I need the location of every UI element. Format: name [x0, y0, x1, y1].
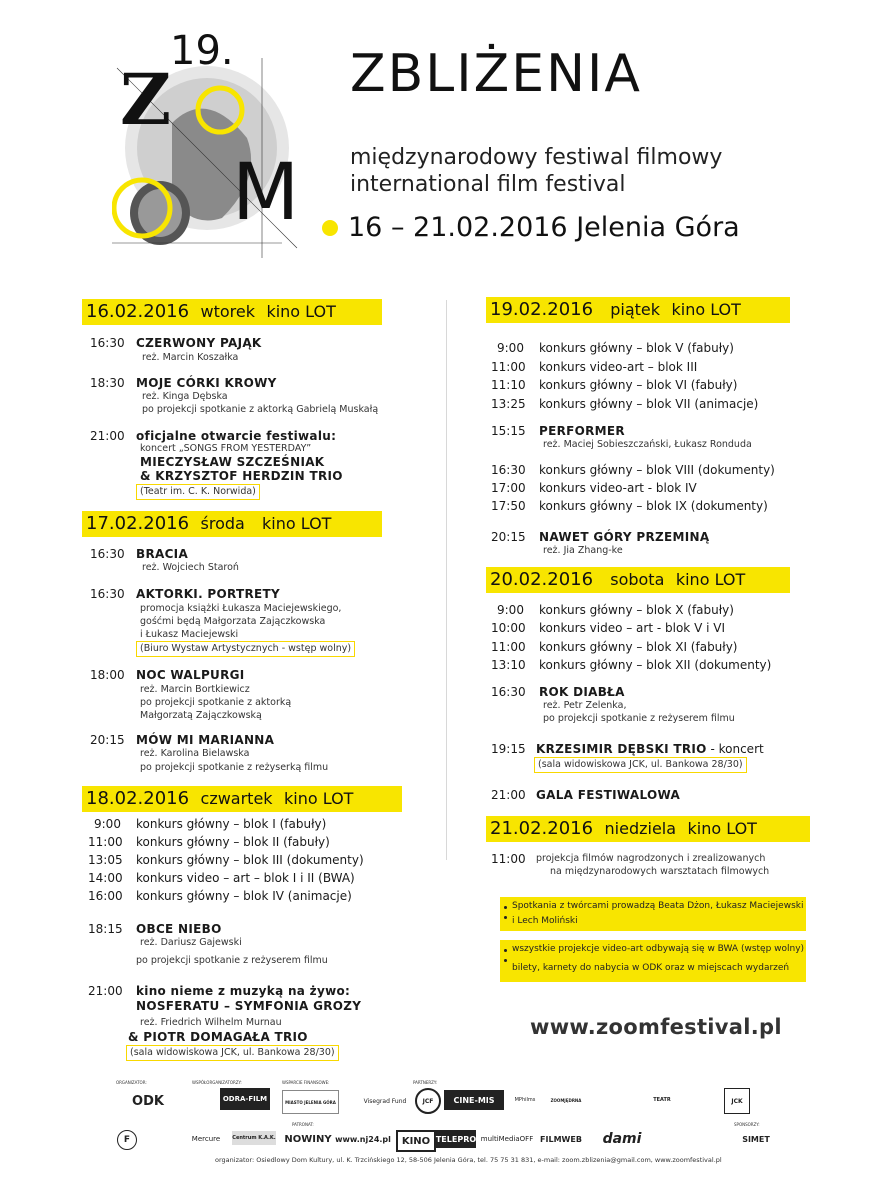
theatre-logo: TEATR — [653, 1097, 671, 1103]
multimediaoff-logo: multiMediaOFF — [480, 1135, 534, 1143]
event-time: 21:00 — [88, 984, 123, 998]
mercure-logo: Mercure — [191, 1135, 221, 1143]
visegrad-fund-logo: Visegrad Fund — [363, 1097, 407, 1105]
telepro-logo: TELEPRO — [436, 1130, 476, 1148]
item-name: konkurs główny – blok I (fabuły) — [136, 817, 327, 831]
item-name: konkurs główny – blok V (fabuły) — [539, 341, 734, 355]
event-title: ROK DIABŁA — [539, 685, 625, 699]
event-time: 16:30 — [90, 336, 125, 350]
day-date: 16.02.2016 — [86, 301, 190, 322]
column-divider — [446, 300, 447, 860]
event-title: MÓW MI MARIANNA — [136, 733, 275, 747]
zoom-logo: ZOOMJĘDRNA — [550, 1097, 582, 1103]
item-time: 13:10 — [491, 658, 526, 672]
event-director: reż. Karolina Bielawska — [140, 748, 250, 759]
item-name: konkurs video – art - blok V i VI — [539, 621, 725, 635]
sponsor-label: SPONSORZY: — [734, 1122, 760, 1127]
event-note: po projekcji spotkanie z aktorką Gabrielą Muskałą — [142, 404, 379, 415]
item-name: konkurs główny – blok XI (fabuły) — [539, 640, 738, 654]
day-header-16 — [82, 299, 382, 325]
nj24-logo: www.nj24.pl — [335, 1134, 391, 1144]
event-note: projekcja filmów nagrodzonych i zrealizowanych — [536, 853, 766, 864]
event-time: 20:15 — [90, 733, 125, 747]
event-director: reż. Marcin Koszałka — [142, 352, 239, 363]
note-box-info — [500, 940, 806, 982]
day-venue: kino LOT — [266, 302, 336, 321]
item-time: 13:05 — [88, 853, 123, 867]
day-date: 18.02.2016 — [86, 788, 190, 809]
sponsor-label: PATRONAT: — [292, 1122, 314, 1127]
day-venue: kino LOT — [687, 819, 757, 838]
item-time: 11:10 — [491, 378, 526, 392]
item-name: konkurs główny – blok IX (dokumenty) — [539, 499, 768, 513]
event-title: GALA FESTIWALOWA — [536, 788, 681, 802]
item-name: konkurs główny – blok VI (fabuły) — [539, 378, 738, 392]
event-note: po projekcji spotkanie z reżyserem filmu — [136, 955, 328, 966]
event-time: 18:15 — [88, 922, 123, 936]
odra-film-logo: ODRA-FILM — [220, 1088, 270, 1110]
item-time: 16:00 — [88, 889, 123, 903]
filmweb-logo: FILMWEB — [540, 1134, 582, 1144]
event-note: po projekcji spotkanie z aktorką — [140, 697, 292, 708]
item-name: konkurs video-art - blok IV — [539, 481, 697, 495]
note-box-hosts — [500, 897, 806, 931]
day-weekday: niedziela — [604, 819, 677, 838]
event-title: NOC WALPURGI — [136, 668, 245, 682]
item-name: konkurs główny – blok X (fabuły) — [539, 603, 734, 617]
item-time: 17:00 — [491, 481, 526, 495]
day-header-21 — [486, 816, 810, 842]
website-link[interactable]: www.zoomfestival.pl — [530, 1015, 782, 1039]
event-time: 16:30 — [491, 685, 526, 699]
event-performer: & KRZYSZTOF HERDZIN TRIO — [140, 469, 343, 483]
event-director: reż. Maciej Sobieszczański, Łukasz Ronduda — [543, 439, 752, 450]
item-time: 16:30 — [491, 463, 526, 477]
note-text: i Lech Moliński — [500, 911, 806, 926]
sponsor-label: WSPÓŁORGANIZATORZY: — [192, 1080, 242, 1085]
mphilms-logo: MPhilms — [514, 1097, 536, 1103]
day-venue: kino LOT — [262, 514, 332, 533]
day-weekday: piątek — [610, 300, 661, 319]
day-date: 20.02.2016 — [490, 569, 594, 590]
logo-letter-z: Z — [120, 58, 172, 141]
subtitle-english: international film festival — [350, 172, 626, 197]
dami-logo: dami — [602, 1131, 642, 1147]
item-time: 11:00 — [88, 835, 123, 849]
event-director: reż. Dariusz Gajewski — [140, 937, 242, 948]
item-time: 11:00 — [491, 640, 526, 654]
event-note: po projekcji spotkanie z reżyserem filmu — [543, 713, 735, 724]
event-title: OBCE NIEBO — [136, 922, 222, 936]
event-title: MOJE CÓRKI KROWY — [136, 376, 277, 390]
event-title: BRACIA — [136, 547, 189, 561]
item-time: 14:00 — [88, 871, 123, 885]
item-name: konkurs video – art – blok I i II (BWA) — [136, 871, 355, 885]
festival-title: ZBLIŻENIA — [350, 44, 642, 104]
item-time: 10:00 — [491, 621, 526, 635]
kak-logo: Centrum K.A.K. — [232, 1131, 276, 1145]
day-weekday: środa — [200, 514, 245, 533]
day-header-19 — [486, 297, 790, 323]
item-time: 9:00 — [497, 341, 524, 355]
event-venue-box: (Teatr im. C. K. Norwida) — [136, 484, 260, 500]
event-time: 16:30 — [90, 547, 125, 561]
event-director: reż. Kinga Dębska — [142, 391, 228, 402]
event-note: Małgorzatą Zajączkowską — [140, 710, 262, 721]
event-title: PERFORMER — [539, 424, 625, 438]
event-time: 21:00 — [90, 429, 125, 443]
nowiny-logo: NOWINY — [284, 1133, 332, 1145]
f-logo-icon: F — [117, 1130, 137, 1150]
item-name: konkurs główny – blok VIII (dokumenty) — [539, 463, 775, 477]
event-note: i Łukasz Maciejewski — [140, 629, 239, 640]
event-director: reż. Jia Zhang-ke — [543, 545, 623, 556]
event-title: AKTORKI. PORTRETY — [136, 587, 281, 601]
event-venue-box: (Biuro Wystaw Artystycznych - wstęp wolny) — [136, 641, 355, 657]
day-venue: kino LOT — [284, 789, 354, 808]
festival-dates: 16 – 21.02.2016 Jelenia Góra — [348, 212, 740, 243]
event-director: reż. Wojciech Staroń — [142, 562, 239, 573]
event-director: reż. Marcin Bortkiewicz — [140, 684, 250, 695]
day-header-18 — [82, 786, 402, 812]
event-title: NAWET GÓRY PRZEMINĄ — [539, 530, 710, 544]
note-text: bilety, karnety do nabycia w ODK oraz w miejscach wydarzeń — [500, 954, 806, 973]
day-weekday: czwartek — [200, 789, 273, 808]
sponsor-label: ORGANIZATOR: — [116, 1080, 147, 1085]
item-name: konkurs główny – blok VII (animacje) — [539, 397, 759, 411]
event-note: po projekcji spotkanie z reżyserką filmu — [140, 762, 329, 773]
event-type: - koncert — [706, 742, 764, 756]
item-name: konkurs główny – blok XII (dokumenty) — [539, 658, 772, 672]
event-time: 18:30 — [90, 376, 125, 390]
event-title: oficjalne otwarcie festiwalu: — [136, 429, 337, 443]
item-time: 13:25 — [491, 397, 526, 411]
day-header-17 — [82, 511, 382, 537]
event-title: CZERWONY PAJĄK — [136, 336, 262, 350]
odk-logo: ODK — [132, 1093, 164, 1109]
event-title: kino nieme z muzyką na żywo: — [136, 984, 351, 998]
day-date: 17.02.2016 — [86, 513, 190, 534]
simet-logo: SIMET — [742, 1134, 770, 1144]
event-note: gośćmi będą Małgorzata Zajączkowska — [140, 616, 326, 627]
cine-mis-logo: CINE-MIS — [444, 1090, 504, 1110]
note-text: wszystkie projekcje video-art odbywają się w BWA (wstęp wolny) — [500, 944, 806, 954]
sponsor-label: PARTNERZY: — [413, 1080, 438, 1085]
day-venue: kino LOT — [675, 570, 746, 589]
jcf-logo: JCF — [415, 1088, 441, 1114]
event-performer: & PIOTR DOMAGAŁA TRIO — [128, 1030, 308, 1044]
footer-organizer: organizator: Osiedlowy Dom Kultury, ul. K. Trzcińskiego 12, 58-506 Jelenia Góra, tel. 75 75 31 831, e-mail: zoom.zblizenia@gmail.com, www.zoomfestival.pl — [215, 1156, 722, 1164]
event-director: reż. Petr Zelenka, — [543, 700, 627, 711]
subtitle-polish: międzynarodowy festiwal filmowy — [350, 145, 723, 170]
event-note: promocja książki Łukasza Maciejewskiego, — [140, 603, 342, 614]
event-time: 16:30 — [90, 587, 125, 601]
note-text: Spotkania z twórcami prowadzą Beata Dżon, Łukasz Maciejewski — [500, 901, 806, 911]
kino-logo: KINO — [396, 1130, 436, 1152]
sponsor-label: WSPARCIE FINANSOWE: — [282, 1080, 330, 1085]
item-name: konkurs video-art – blok III — [539, 360, 698, 374]
day-date: 21.02.2016 — [490, 818, 594, 839]
city-logo: MIASTO JELENIA GÓRA — [282, 1090, 339, 1114]
item-time: 11:00 — [491, 360, 526, 374]
event-title: NOSFERATU – SYMFONIA GROZY — [136, 999, 362, 1013]
event-time: 19:15 — [491, 742, 526, 756]
day-weekday: sobota — [610, 570, 665, 589]
event-concert: koncert „SONGS FROM YESTERDAY” — [140, 443, 312, 454]
logo-letter-m: M — [232, 148, 300, 238]
festival-logo — [112, 28, 302, 258]
event-venue-box: (sala widowiskowa JCK, ul. Bankowa 28/30) — [534, 757, 747, 773]
yellow-dot-icon — [322, 220, 338, 236]
day-venue: kino LOT — [671, 300, 741, 319]
day-weekday: wtorek — [200, 302, 255, 321]
event-time: 20:15 — [491, 530, 526, 544]
event-director: reż. Friedrich Wilhelm Murnau — [140, 1017, 282, 1028]
event-time: 11:00 — [491, 852, 526, 866]
item-name: konkurs główny – blok IV (animacje) — [136, 889, 352, 903]
day-date: 19.02.2016 — [490, 299, 594, 320]
jck-logo: JCK — [724, 1088, 750, 1114]
event-time: 18:00 — [90, 668, 125, 682]
event-performer: MIECZYSŁAW SZCZEŚNIAK — [140, 455, 325, 469]
item-name: konkurs główny – blok III (dokumenty) — [136, 853, 364, 867]
event-venue-box: (sala widowiskowa JCK, ul. Bankowa 28/30) — [126, 1045, 339, 1061]
event-time: 21:00 — [491, 788, 526, 802]
event-note: na międzynarodowych warsztatach filmowych — [550, 866, 770, 877]
item-time: 17:50 — [491, 499, 526, 513]
item-name: konkurs główny – blok II (fabuły) — [136, 835, 330, 849]
event-title: KRZESIMIR DĘBSKI TRIO — [536, 742, 707, 756]
day-header-20 — [486, 567, 790, 593]
logo-edition-number: 19. — [170, 28, 234, 74]
event-time: 15:15 — [491, 424, 526, 438]
item-time: 9:00 — [497, 603, 524, 617]
item-time: 9:00 — [94, 817, 121, 831]
